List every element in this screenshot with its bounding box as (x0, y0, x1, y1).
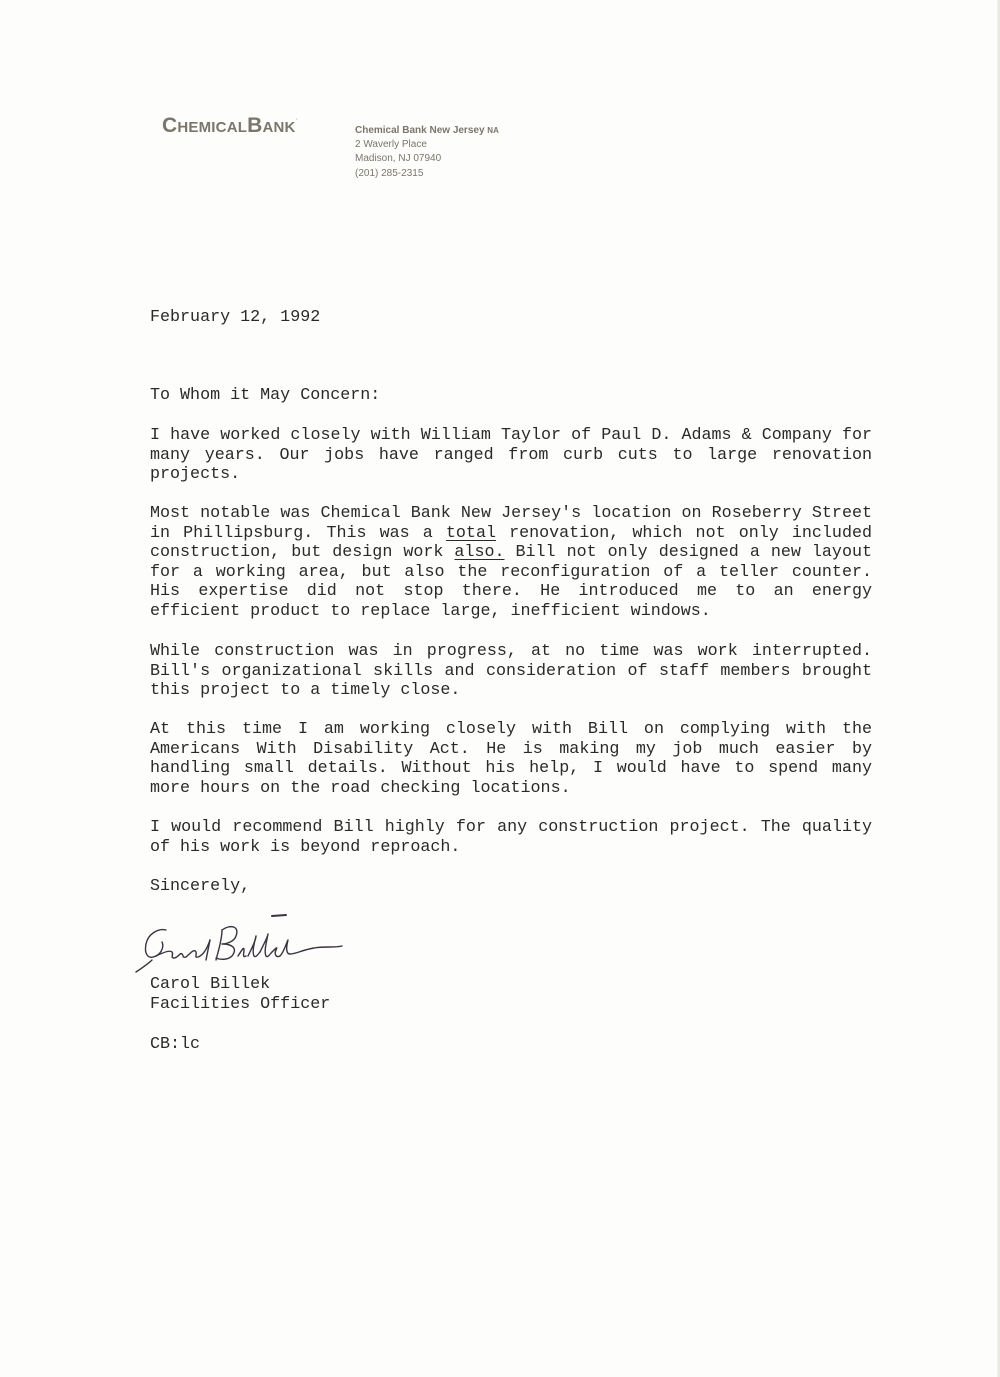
bank-suffix: NA (487, 126, 499, 135)
bank-phone: (201) 285-2315 (355, 167, 424, 179)
logo-mark: · (295, 116, 299, 123)
paragraph-2-part-b: renovation, which not only included construction, but design work (150, 523, 872, 563)
handwritten-signature (118, 900, 358, 980)
paragraph-4: At this time I am working closely with Bill on complying with the Americans With Disability Act. He is making my job much easier by handling small details. Without his help, I would have to spend many more hours on the road checking locations. (150, 720, 872, 798)
bank-name-line (355, 124, 499, 138)
underlined-total: total (445, 523, 496, 543)
bank-logo-text: ChemicalBank (162, 114, 296, 137)
letterhead-address (355, 124, 499, 181)
bank-city: Madison, NJ 07940 (355, 153, 442, 165)
typist-initials: CB:lc (150, 1035, 201, 1054)
closing: Sincerely, (150, 877, 251, 896)
paragraph-2-part-c: Bill not only designed a new layout for a working area, but also the reconfiguration of a teller counter. His expertise did not stop there. He introduced me to an energy efficient product to replace large, inefficient windows. (150, 543, 872, 621)
paragraph-2-part-a: Most notable was Chemical Bank New Jersey's location on Roseberry Street in Phillipsburg. This was a (150, 504, 872, 543)
letter-date: February 12, 1992 (150, 308, 321, 327)
signer-title: Facilities Officer (150, 995, 331, 1014)
bank-name: Chemical Bank New Jersey (355, 125, 485, 136)
bank-logo (162, 114, 298, 138)
paragraph-5: I would recommend Bill highly for any construction project. The quality of his work is beyond reproach. (150, 818, 872, 857)
paragraph-3: While construction was in progress, at no time was work interrupted. Bill's organizational skills and consideration of staff members brought this project to a timely close. (150, 642, 872, 701)
bank-street: 2 Waverly Place (355, 139, 427, 151)
underlined-also: also. (454, 543, 505, 563)
salutation: To Whom it May Concern: (150, 386, 381, 405)
signer-name: Carol Billek (150, 975, 271, 994)
paragraph-2 (150, 504, 872, 622)
paragraph-1: I have worked closely with William Taylor of Paul D. Adams & Company for many years. Our jobs have ranged from curb cuts to large renovation projects. (150, 426, 872, 485)
